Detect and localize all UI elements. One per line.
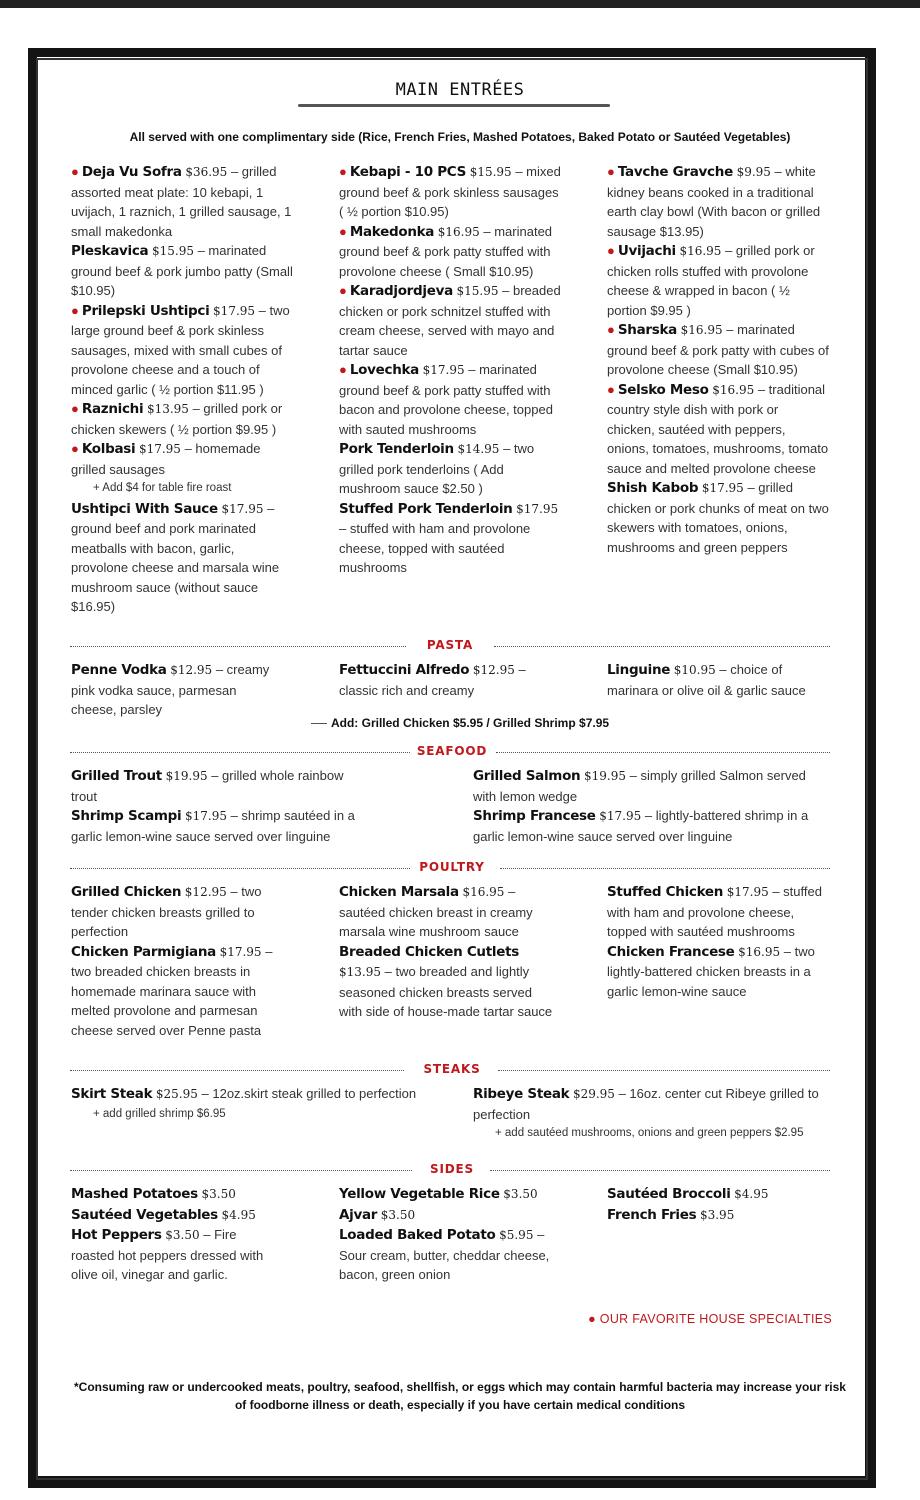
item-price: $4.95 bbox=[221, 1207, 256, 1222]
red-dot-icon: ● bbox=[71, 302, 79, 318]
red-dot-icon: ● bbox=[339, 283, 347, 298]
menu-item-grilled-salmon bbox=[473, 766, 818, 806]
item-name: Penne Vodka bbox=[71, 662, 167, 678]
poultry-column-1 bbox=[71, 882, 279, 1040]
red-dot-icon: ● bbox=[339, 223, 347, 239]
item-price: $15.95 bbox=[469, 165, 512, 179]
item-name: French Fries bbox=[607, 1206, 697, 1223]
item-name: Makedonka bbox=[349, 223, 435, 240]
item-price: $3.50 bbox=[165, 1228, 200, 1242]
sides-column-2 bbox=[339, 1184, 561, 1285]
menu-item-breaded-chicken-cutlets bbox=[339, 942, 554, 1022]
food-safety-disclaimer: *Consuming raw or undercooked meats, poultry, seafood, shellfish, or eggs which may contain harmful bacteria may increase your risk of foodborne illness or death, especially if you have certain medical conditions bbox=[74, 1380, 846, 1412]
menu-item-shrimp-francese bbox=[473, 806, 818, 846]
item-name: Grilled Chicken bbox=[71, 884, 182, 900]
menu-item-makedonka bbox=[339, 222, 561, 282]
item-name: Chicken Marsala bbox=[339, 884, 459, 900]
menu-item-penne-vodka bbox=[71, 660, 281, 720]
item-price: $10.95 bbox=[673, 663, 716, 677]
menu-item-saut-ed-vegetables bbox=[71, 1205, 281, 1226]
item-description: – 12oz.skirt steak grilled to perfection bbox=[201, 1086, 417, 1101]
item-description: – marinated ground beef & pork patty with cubes of provolone cheese (Small $10.95) bbox=[607, 322, 829, 377]
item-description: – ground beef and pork marinated meatballs with bacon, garlic, provolone cheese and marsala wine mushroom sauce (without sauce $16.95) bbox=[71, 500, 280, 614]
item-price: $17.95 bbox=[213, 303, 256, 318]
item-description: – grilled chicken or pork chunks of meat on two skewers with tomatoes, onions, mushrooms and green peppers bbox=[607, 480, 829, 555]
menu-item-fettuccini-alfredo bbox=[339, 660, 561, 700]
item-description: – stuffed with ham and provolone cheese, topped with sautéed mushrooms bbox=[607, 884, 822, 939]
item-name: Shish Kabob bbox=[607, 480, 699, 496]
menu-item-raznichi bbox=[71, 399, 293, 439]
poultry-column-2 bbox=[339, 882, 554, 1022]
item-name: Stuffed Chicken bbox=[607, 884, 724, 900]
entrees-column-3 bbox=[607, 162, 829, 557]
red-dot-icon: ● bbox=[607, 164, 615, 179]
item-name: Lovechka bbox=[349, 362, 419, 378]
menu-item-sharska bbox=[607, 320, 829, 380]
item-price: $16.95 bbox=[462, 885, 505, 899]
pasta-column-2 bbox=[339, 660, 561, 700]
divider-left bbox=[70, 752, 410, 753]
item-description: – Sour cream, butter, cheddar cheese, bacon, green onion bbox=[339, 1227, 550, 1282]
item-name: Stuffed Pork Tenderloin bbox=[339, 500, 513, 517]
menu-item-yellow-vegetable-rice bbox=[339, 1184, 561, 1205]
item-price: $16.95 bbox=[738, 944, 781, 959]
menu-item-karadjordjeva bbox=[339, 281, 561, 360]
pasta-column-3 bbox=[607, 660, 829, 700]
item-price: $13.95 bbox=[146, 402, 189, 416]
item-name: Pork Tenderloin bbox=[339, 441, 454, 457]
item-note: + Add $4 for table fire roast bbox=[93, 482, 232, 494]
item-name: Chicken Francese bbox=[607, 943, 735, 960]
divider-right bbox=[490, 1170, 830, 1171]
menu-item-french-fries bbox=[607, 1205, 829, 1226]
item-name: Sharska bbox=[617, 322, 677, 338]
item-description: – classic rich and creamy bbox=[339, 662, 526, 698]
item-description: – two breaded chicken breasts in homemade marinara sauce with melted provolone and parmesan cheese served over Penne pasta bbox=[71, 943, 273, 1038]
item-name: Deja Vu Sofra bbox=[81, 164, 182, 180]
steaks-column-left bbox=[71, 1084, 431, 1124]
item-price: $12.95 bbox=[184, 885, 227, 899]
seafood-column-left bbox=[71, 766, 371, 846]
item-description: – grilled whole rainbow trout bbox=[71, 768, 344, 804]
divider-right bbox=[500, 868, 830, 869]
item-name: Grilled Salmon bbox=[473, 768, 581, 784]
menu-item-prilepski-ushtipci bbox=[71, 301, 293, 400]
item-price: $17.95 bbox=[138, 442, 181, 456]
item-description: – marinated ground beef & pork jumbo patty (Small $10.95) bbox=[71, 243, 293, 298]
item-name: Kolbasi bbox=[81, 441, 136, 457]
menu-item-ribeye-steak bbox=[473, 1084, 823, 1124]
menu-item-kebapi-10-pcs bbox=[339, 162, 561, 222]
menu-item-deja-vu-sofra bbox=[71, 162, 293, 241]
item-name: Karadjordjeva bbox=[349, 283, 453, 299]
item-description: – white kidney beans cooked in a traditional earth clay bowl (With bacon or grilled sausage $13.95) bbox=[607, 164, 821, 239]
item-price: $4.95 bbox=[734, 1187, 769, 1201]
menu-item-mashed-potatoes bbox=[71, 1184, 281, 1205]
menu-item-chicken-parmigiana bbox=[71, 942, 279, 1041]
addon-dash bbox=[311, 723, 327, 724]
item-description: – choice of marinara or olive oil & garlic sauce bbox=[607, 662, 806, 698]
item-price: $17.95 bbox=[599, 809, 642, 823]
divider-left bbox=[70, 646, 406, 647]
divider-left bbox=[70, 1070, 404, 1071]
house-specialties-legend: ● OUR FAVORITE HOUSE SPECIALTIES bbox=[588, 1312, 832, 1326]
item-description: – sautéed chicken breast in creamy marsala wine mushroom sauce bbox=[339, 884, 533, 939]
menu-item-shish-kabob bbox=[607, 478, 829, 557]
item-price: $3.95 bbox=[699, 1207, 735, 1222]
item-price: $17.95 bbox=[184, 809, 227, 823]
item-name: Chicken Parmigiana bbox=[71, 943, 216, 960]
seafood-column-right bbox=[473, 766, 818, 846]
item-price: $19.95 bbox=[583, 769, 626, 783]
menu-item-shrimp-scampi bbox=[71, 806, 371, 846]
item-name: Yellow Vegetable Rice bbox=[339, 1186, 500, 1202]
item-description: – creamy pink vodka sauce, parmesan cheese, parsley bbox=[71, 662, 270, 717]
item-price: $16.95 bbox=[680, 323, 723, 337]
top-edge-bar bbox=[0, 0, 920, 8]
item-price: $13.95 bbox=[339, 965, 381, 979]
item-price: $17.95 bbox=[516, 501, 559, 516]
item-price: $16.95 bbox=[712, 382, 755, 397]
menu-item-linguine bbox=[607, 660, 829, 700]
item-name: Pleskavica bbox=[71, 243, 149, 259]
item-description: – two large ground beef & pork skinless sausages, mixed with small cubes of provolone cheese and a touch of minced garlic ( ½ portion $11.95 ) bbox=[71, 302, 290, 397]
red-dot-icon: ● bbox=[71, 441, 79, 456]
pasta-addon bbox=[0, 716, 920, 730]
item-description: – grilled pork or chicken rolls stuffed with provolone cheese & wrapped in bacon ( ½ portion $9.95 ) bbox=[607, 243, 815, 318]
menu-item-grilled-trout bbox=[71, 766, 371, 806]
item-price: $17.95 bbox=[219, 944, 262, 959]
item-description: – two breaded and lightly seasoned chicken breasts served with side of house-made tartar sauce bbox=[339, 964, 553, 1019]
item-description: – 16oz. center cut Ribeye grilled to perfection bbox=[473, 1086, 819, 1122]
item-name: Grilled Trout bbox=[71, 768, 162, 784]
menu-item-lovechka bbox=[339, 360, 561, 439]
red-dot-icon: ● bbox=[339, 362, 347, 377]
menu-item-loaded-baked-potato bbox=[339, 1225, 561, 1285]
menu-item-uvijachi bbox=[607, 241, 829, 320]
item-description: – grilled assorted meat plate: 10 kebapi, 1 uvijach, 1 raznich, 1 grilled sausage, 1 small makedonka bbox=[71, 164, 292, 239]
item-description: – homemade grilled sausages bbox=[71, 441, 261, 477]
item-price: $16.95 bbox=[437, 224, 480, 239]
item-name: Raznichi bbox=[81, 401, 144, 417]
red-dot-icon: ● bbox=[71, 401, 79, 416]
item-name: Breaded Chicken Cutlets bbox=[339, 943, 519, 960]
item-price: $29.95 bbox=[572, 1087, 615, 1101]
item-name: Shrimp Scampi bbox=[71, 808, 182, 824]
item-price: $17.95 bbox=[422, 363, 465, 377]
menu-item-ajvar bbox=[339, 1205, 561, 1226]
item-description: – Fire roasted hot peppers dressed with olive oil, vinegar and garlic. bbox=[71, 1227, 264, 1282]
item-price: $14.95 bbox=[457, 442, 500, 456]
section-pasta bbox=[70, 638, 830, 654]
section-label-poultry: POULTRY bbox=[419, 860, 485, 874]
item-name: Kebapi - 10 PCS bbox=[349, 164, 467, 180]
divider-right bbox=[494, 646, 830, 647]
divider-right bbox=[496, 752, 830, 753]
item-price: $25.95 bbox=[155, 1087, 198, 1101]
item-price: $19.95 bbox=[165, 769, 208, 783]
item-name: Loaded Baked Potato bbox=[339, 1227, 496, 1243]
section-label-pasta: PASTA bbox=[426, 638, 474, 652]
item-description: – marinated ground beef & pork patty stuffed with provolone cheese ( Small $10.95) bbox=[339, 223, 553, 279]
item-description: – traditional country style dish with pork or chicken, sautéed with peppers, onions, tomatoes, mushrooms, tomato sauce and melted provolone cheese bbox=[607, 381, 829, 476]
section-label-steaks: STEAKS bbox=[423, 1062, 481, 1076]
item-name: Mashed Potatoes bbox=[71, 1186, 198, 1202]
item-description: – simply grilled Salmon served with lemon wedge bbox=[473, 768, 806, 804]
divider-left bbox=[70, 868, 410, 869]
item-note: + add grilled shrimp $6.95 bbox=[93, 1107, 226, 1120]
item-name: Ajvar bbox=[339, 1206, 378, 1223]
item-description: – mixed ground beef & pork skinless sausages ( ½ portion $10.95) bbox=[339, 164, 561, 219]
menu-item-selsko-meso bbox=[607, 380, 829, 479]
item-price: $12.95 bbox=[170, 663, 213, 677]
section-label-seafood: SEAFOOD bbox=[416, 744, 488, 758]
menu-item-skirt-steak bbox=[71, 1084, 431, 1105]
pasta-column-1 bbox=[71, 660, 281, 720]
section-label-sides: SIDES bbox=[430, 1162, 474, 1176]
item-price: $3.50 bbox=[503, 1187, 538, 1201]
item-name: Uvijachi bbox=[617, 243, 676, 259]
item-name: Shrimp Francese bbox=[473, 808, 596, 824]
item-name: Tavche Gravche bbox=[617, 164, 733, 180]
entrees-column-2 bbox=[339, 162, 561, 578]
steaks-column-right bbox=[473, 1084, 823, 1144]
menu-item-hot-peppers bbox=[71, 1225, 281, 1285]
sides-column-1 bbox=[71, 1184, 281, 1285]
red-dot-icon: ● bbox=[71, 164, 79, 179]
item-price: $12.95 bbox=[472, 663, 515, 677]
item-name: Selsko Meso bbox=[617, 381, 709, 398]
menu-item-pork-tenderloin bbox=[339, 439, 561, 499]
menu-item-stuffed-chicken bbox=[607, 882, 829, 942]
item-price: $16.95 bbox=[679, 244, 722, 258]
title-underline bbox=[298, 104, 610, 107]
menu-item-tavche-gravche bbox=[607, 162, 829, 241]
item-description: – grilled pork or chicken skewers ( ½ portion $9.95 ) bbox=[71, 401, 283, 437]
menu-item-kolbasi bbox=[71, 439, 293, 479]
section-poultry bbox=[70, 860, 830, 876]
divider-right bbox=[498, 1070, 830, 1071]
item-name: Ribeye Steak bbox=[473, 1086, 570, 1102]
item-description: – two tender chicken breasts grilled to perfection bbox=[71, 884, 262, 939]
item-description: – two grilled pork tenderloins ( Add mushroom sauce $2.50 ) bbox=[339, 441, 535, 496]
page-title: MAIN ENTRÉES bbox=[395, 80, 525, 100]
menu-item-grilled-chicken bbox=[71, 882, 279, 942]
pasta-addon-text: Add: Grilled Chicken $5.95 / Grilled Shrimp $7.95 bbox=[330, 716, 610, 730]
red-dot-icon: ● bbox=[607, 381, 615, 397]
item-price: $15.95 bbox=[151, 244, 194, 258]
menu-item-pleskavica bbox=[71, 241, 293, 301]
item-description: – two lightly-battered chicken breasts in a garlic lemon-wine sauce bbox=[607, 943, 815, 999]
item-description: – breaded chicken or pork schnitzel stuffed with cream cheese, served with mayo and tartar sauce bbox=[339, 283, 561, 358]
item-description: – shrimp sautéed in a garlic lemon-wine sauce served over linguine bbox=[71, 808, 355, 844]
item-name: Sautéed Broccoli bbox=[607, 1186, 731, 1202]
item-name: Prilepski Ushtipci bbox=[81, 302, 210, 319]
poultry-column-3 bbox=[607, 882, 829, 1001]
item-price: $3.50 bbox=[380, 1207, 416, 1222]
red-dot-icon: ● bbox=[339, 164, 347, 179]
menu-item-chicken-marsala bbox=[339, 882, 554, 942]
item-name: Linguine bbox=[607, 662, 671, 678]
section-sides bbox=[70, 1162, 830, 1178]
item-price: $17.95 bbox=[221, 501, 264, 516]
item-description: – stuffed with ham and provolone cheese, topped with sautéed mushrooms bbox=[339, 521, 531, 575]
item-price: $17.95 bbox=[726, 885, 769, 899]
item-note: + add sautéed mushrooms, onions and green peppers $2.95 bbox=[495, 1127, 804, 1139]
item-price: $36.95 bbox=[185, 165, 228, 179]
red-dot-icon: ● bbox=[607, 243, 615, 258]
red-dot-icon: ● bbox=[607, 322, 615, 337]
item-price: $5.95 bbox=[499, 1228, 534, 1242]
menu-item-chicken-francese bbox=[607, 942, 829, 1002]
page-subtitle: All served with one complimentary side (Rice, French Fries, Mashed Potatoes, Baked Potato or Sautéed Vegetables) bbox=[129, 130, 791, 144]
section-seafood bbox=[70, 744, 830, 760]
item-price: $9.95 bbox=[736, 165, 771, 179]
menu-item-ushtipci-with-sauce bbox=[71, 499, 293, 617]
item-name: Hot Peppers bbox=[71, 1227, 162, 1243]
item-name: Ushtipci With Sauce bbox=[71, 500, 218, 517]
sides-column-3 bbox=[607, 1184, 829, 1225]
entrees-column-1 bbox=[71, 162, 293, 617]
item-price: $3.50 bbox=[201, 1187, 236, 1201]
item-description: – lightly-battered shrimp in a garlic lemon-wine sauce served over linguine bbox=[473, 808, 809, 844]
item-name: Sautéed Vegetables bbox=[71, 1206, 218, 1223]
menu-item-saut-ed-broccoli bbox=[607, 1184, 829, 1205]
divider-left bbox=[70, 1170, 412, 1171]
item-name: Fettuccini Alfredo bbox=[339, 662, 470, 678]
item-description: – marinated ground beef & pork patty stuffed with bacon and provolone cheese, topped with sauted mushrooms bbox=[339, 362, 553, 437]
section-steaks bbox=[70, 1062, 830, 1078]
menu-item-stuffed-pork-tenderloin bbox=[339, 499, 561, 578]
item-price: $17.95 bbox=[701, 481, 744, 495]
item-price: $15.95 bbox=[456, 284, 499, 298]
item-name: Skirt Steak bbox=[71, 1086, 153, 1102]
